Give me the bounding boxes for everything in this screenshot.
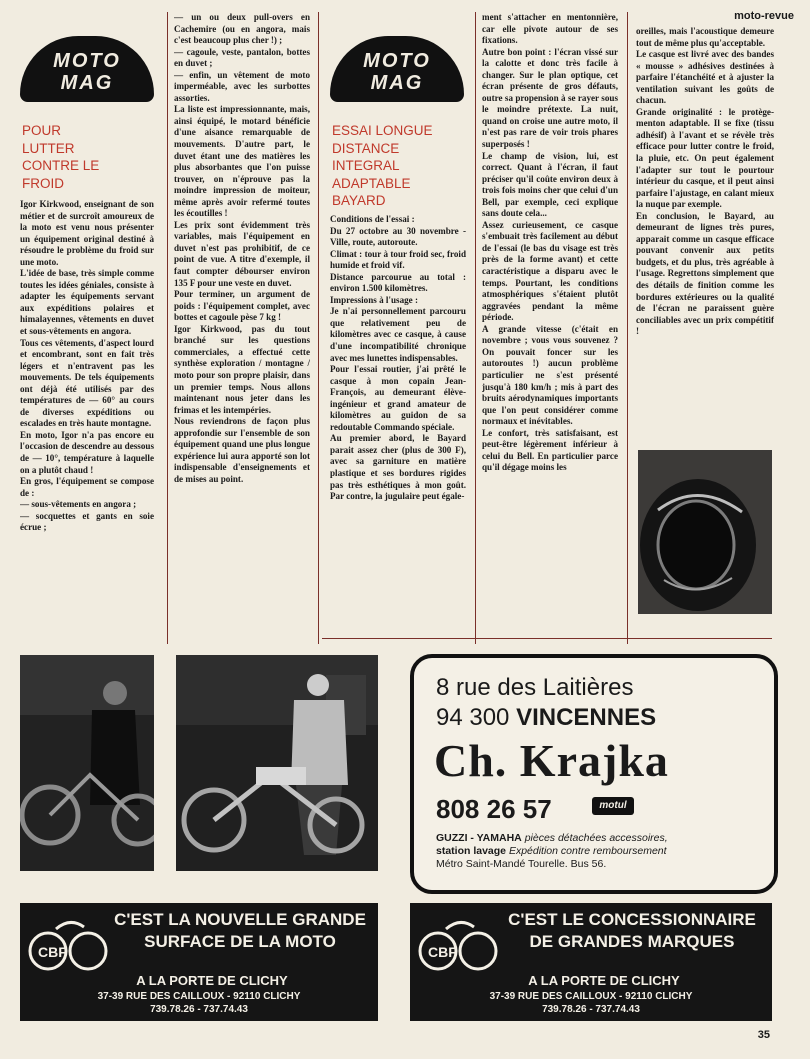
cbf-headline-right: C'EST LE CONCESSIONNAIRE DE GRANDES MARQUES: [508, 910, 756, 951]
paragraph: ment s'attacher en mentonnière, car elle pivote autour de ses fixations.: [482, 12, 618, 46]
cbf-headline-left: C'EST LA NOUVELLE GRANDE SURFACE DE LA MOTO: [114, 910, 366, 951]
rider-photo-right: [176, 655, 378, 871]
cbf-phones-right: 739.78.26 - 737.74.43: [542, 1004, 640, 1015]
paragraph: La liste est impressionnante, mais, ainsi équipé, le motard bénéficie d'une aisance remarquable de mouvements. D'autre part, le duvet étant une des matières les plus absorbantes que l'on puisse trouver, on n'éprouve pas la moindre impression de moiteur, même après avoir refermé toutes les écoutilles !: [174, 104, 310, 219]
logo-word-2: MAG: [60, 72, 114, 94]
motul-logo: motul: [592, 797, 634, 815]
paragraph: En moto, Igor n'a pas encore eu l'occasion de descendre au dessous de — 10°, température à laquelle on a plutôt chaud !: [20, 429, 154, 475]
paragraph: Les prix sont évidemment très variables, mais l'équipement en duvet n'est pas prohibitif, de ce point de vue. A titre d'exemple, il faut compter débourser environ 135 F pour une veste en duvet.: [174, 219, 310, 288]
moto-mag-logo-left: [20, 36, 154, 102]
paragraph: Assez curieusement, ce casque s'embuait très facilement au début de l'essai (le bas du visage est très près de la forme avant) et cette caractéristique a disparu avec le temps. Pourtant, les conditions atmosphériques s'étaient plutôt aggravées pendant la même période.: [482, 219, 618, 323]
cbf-logo-left: [26, 909, 112, 979]
ad-details-line3: Métro Saint-Mandé Tourelle. Bus 56.: [436, 858, 607, 870]
ad-postcode: 94 300: [436, 704, 510, 731]
helmet-image: [638, 450, 772, 614]
ad-shipping: Expédition contre remboursement: [508, 845, 667, 857]
cbf-advertisement-right: [410, 903, 772, 1021]
ad-phone: 808 26 57: [436, 794, 552, 824]
moto-mag-logo-right: [330, 36, 464, 102]
ad-details: [436, 832, 756, 871]
page-number: 35: [757, 1029, 770, 1041]
cbf-letters: CBF: [428, 944, 457, 960]
ad-parts: pièces détachées accessoires,: [524, 832, 668, 844]
article2-column2: [482, 12, 618, 614]
ad-shop-name: Ch. Krajka: [434, 735, 669, 786]
section-header: moto-revue: [734, 10, 794, 22]
paragraph: Climat : tour à tour froid sec, froid humide et froid vif.: [330, 248, 466, 271]
cbf-logo-right: [416, 909, 502, 979]
ad-city: VINCENNES: [516, 704, 657, 731]
ad-brands: GUZZI - YAMAHA: [436, 832, 522, 844]
paragraph: oreilles, mais l'acoustique demeure tout de même plus qu'acceptable.: [636, 26, 774, 48]
article2-column1: [330, 214, 466, 642]
helmet-photo: [638, 450, 772, 614]
paragraph: Du 27 octobre au 30 novembre - Ville, route, autoroute.: [330, 225, 466, 248]
column-divider: [627, 12, 628, 644]
rider-right-image: [176, 655, 378, 871]
paragraph: — socquettes et gants en soie écrue ;: [20, 510, 154, 533]
ad-details-line2: [436, 845, 756, 858]
cbf-address-right: 37-39 RUE DES CAILLOUX - 92110 CLICHY: [489, 991, 693, 1002]
cbf-location-right: A LA PORTE DE CLICHY: [528, 973, 680, 988]
ad-station: station lavage: [436, 845, 507, 857]
paragraph: — enfin, un vêtement de moto imperméable, avec les surbottes assorties.: [174, 69, 310, 103]
cbf-phones-left: 739.78.26 - 737.74.43: [150, 1004, 248, 1015]
article1-column2: [174, 12, 310, 642]
column-divider: [318, 12, 319, 644]
rider-photo-left: [20, 655, 154, 871]
logo-word-1: MOTO: [53, 50, 121, 72]
ad-city-line: [436, 704, 656, 732]
logo-word-1: MOTO: [363, 50, 431, 72]
paragraph: Grande originalité : le protège-menton adaptable. Il se fixe (tissu adhésif) à l'avant et se révèle très efficace pour lutter contre le froid, la pluie, etc. On peut également l'adapter sur tout le pourtour intérieur du casque, et il peut ainsi parfaire l'ajustage, en calant mieux la nuque par exemple.: [636, 106, 774, 210]
paragraph: — un ou deux pull-overs en Cachemire (ou en angora, mais c'est beaucoup plus cher !) ;: [174, 12, 310, 46]
column-divider: [475, 12, 476, 644]
rider-left-image: [20, 655, 154, 871]
cbf-address-left: 37-39 RUE DES CAILLOUX - 92110 CLICHY: [97, 991, 301, 1002]
paragraph: A grande vitesse (c'était en novembre ; vous vous souvenez ? On pouvait foncer sur les autoroutes !) aucun problème particulier ne s'est présenté jusqu'à 180 km/h ; mis à part des bruits aérodynamiques importants que l'on peut considérer comme normaux et inévitables.: [482, 323, 618, 427]
paragraph: Tous ces vêtements, d'aspect lourd et encombrant, sont en fait très légers et n'entravent pas les mouvements. De tels équipements ont déjà été utilisés par des températures de — 60° au cours de diverses expéditions ou escalades en très haute montagne.: [20, 337, 154, 429]
paragraph: Igor Kirkwood, enseignant de son métier et de surcroît amoureux de la moto est venu nous présenter un équipement original destiné à résoudre le problème du froid sur une moto.: [20, 199, 154, 267]
paragraph: Conditions de l'essai :: [330, 214, 415, 224]
logo-word-2: MAG: [370, 72, 424, 94]
column-divider: [167, 12, 168, 644]
paragraph: Igor Kirkwood, pas du tout branché sur les questions commerciales, a effectué cette synthèse exploration / montagne / moto pour son propre plaisir, dans un premier temps. Nous allons maintenant nous jeter dans les frimas et les intempéries.: [174, 323, 310, 415]
paragraph: Au premier abord, le Bayard parait assez cher (plus de 300 F), avec sa garniture en matière plastique et ses bordures rigides pas très esthétiques à mon goût. Par contre, la jugulaire peut égale-: [330, 433, 466, 502]
article2-title: ESSAI LONGUE DISTANCE INTEGRAL ADAPTABLE BAYARD: [332, 123, 433, 208]
paragraph: Distance parcourue au total : environ 1.500 kilomètres.: [330, 271, 466, 294]
cbf-advertisement-left: [20, 903, 378, 1021]
ad-address: 8 rue des Laitières: [436, 674, 634, 701]
cbf-letters: CBF: [38, 944, 67, 960]
paragraph: En conclusion, le Bayard, au demeurant de lignes très pures, apparait comme un casque efficace pouvant convenir aux petits budgets, et du plus, très agréable à l'usage. Regrettons simplement que des détails de finition comme les bordures extérieures ou la qualité de l'écran ne paraissent guère conciliables avec un prix compétitif !: [636, 210, 774, 337]
paragraph: — cagoule, veste, pantalon, bottes en duvet ;: [174, 46, 310, 69]
ad-details-line1: [436, 832, 756, 845]
krajka-advertisement: [410, 654, 778, 894]
paragraph: Le confort, très satisfaisant, est peut-être légèrement inférieur à celui du Bell. En particulier parce qu'il dégage moins les: [482, 427, 618, 473]
paragraph: — sous-vêtements en angora ;: [20, 499, 137, 510]
paragraph: Impressions à l'usage :: [330, 294, 419, 305]
paragraph: L'idée de base, très simple comme toutes les idées géniales, consiste à adapter les équipements servant aux expéditions polaires et himalayennes, vêtements en duvet et sous-vêtements en angora.: [20, 268, 154, 337]
paragraph: En gros, l'équipement se compose de :: [20, 476, 154, 498]
paragraph: Pour l'essai routier, j'ai prêté le casque à mon copain Jean-François, au demeurant élève-ingénieur et grand amateur de kilomètres au guidon de sa redoutable Commando spéciale.: [330, 364, 466, 432]
article2-column3: [636, 26, 774, 438]
paragraph: Je n'ai personnellement parcouru que relativement peu de kilomètres avec ce casque, à cause d'une incompatibilité chronique avec mes lunettes indispensables.: [330, 306, 466, 363]
paragraph: Le champ de vision, lui, est correct. Quant à l'écran, il faut préciser qu'il coûte environ deux à trois fois moins cher que celui d'un Bell, par exemple, ceci explique sans doute cela...: [482, 150, 618, 219]
article1-title: POUR LUTTER CONTRE LE FROID: [22, 123, 100, 191]
section-divider: [322, 638, 772, 639]
paragraph: Le casque est livré avec des bandes « mousse » adhésives destinées à parfaire l'étanchéité et à ajuster la ventilation suivant les goûts de chacun.: [636, 49, 774, 106]
paragraph: Nous reviendrons de façon plus approfondie sur l'ensemble de son équipement quand une plus longue expérience lui aura apporté son lot indispensable d'enseignements et de mises au point.: [174, 416, 310, 484]
article1-column1: [20, 199, 154, 642]
paragraph: Pour terminer, un argument de poids : l'équipement complet, avec bottes et cagoule pèse 7 kg !: [174, 289, 310, 323]
paragraph: Autre bon point : l'écran vissé sur la calotte et donc très facile à changer. Sur le plan optique, cet écran présente de gros défauts, outre sa propension à se rayer sous le moindre prétexte. La nuit, quand on croise une autre moto, il n'est pas rare de voir trois phares superposés !: [482, 46, 618, 150]
cbf-location-left: A LA PORTE DE CLICHY: [136, 973, 288, 988]
